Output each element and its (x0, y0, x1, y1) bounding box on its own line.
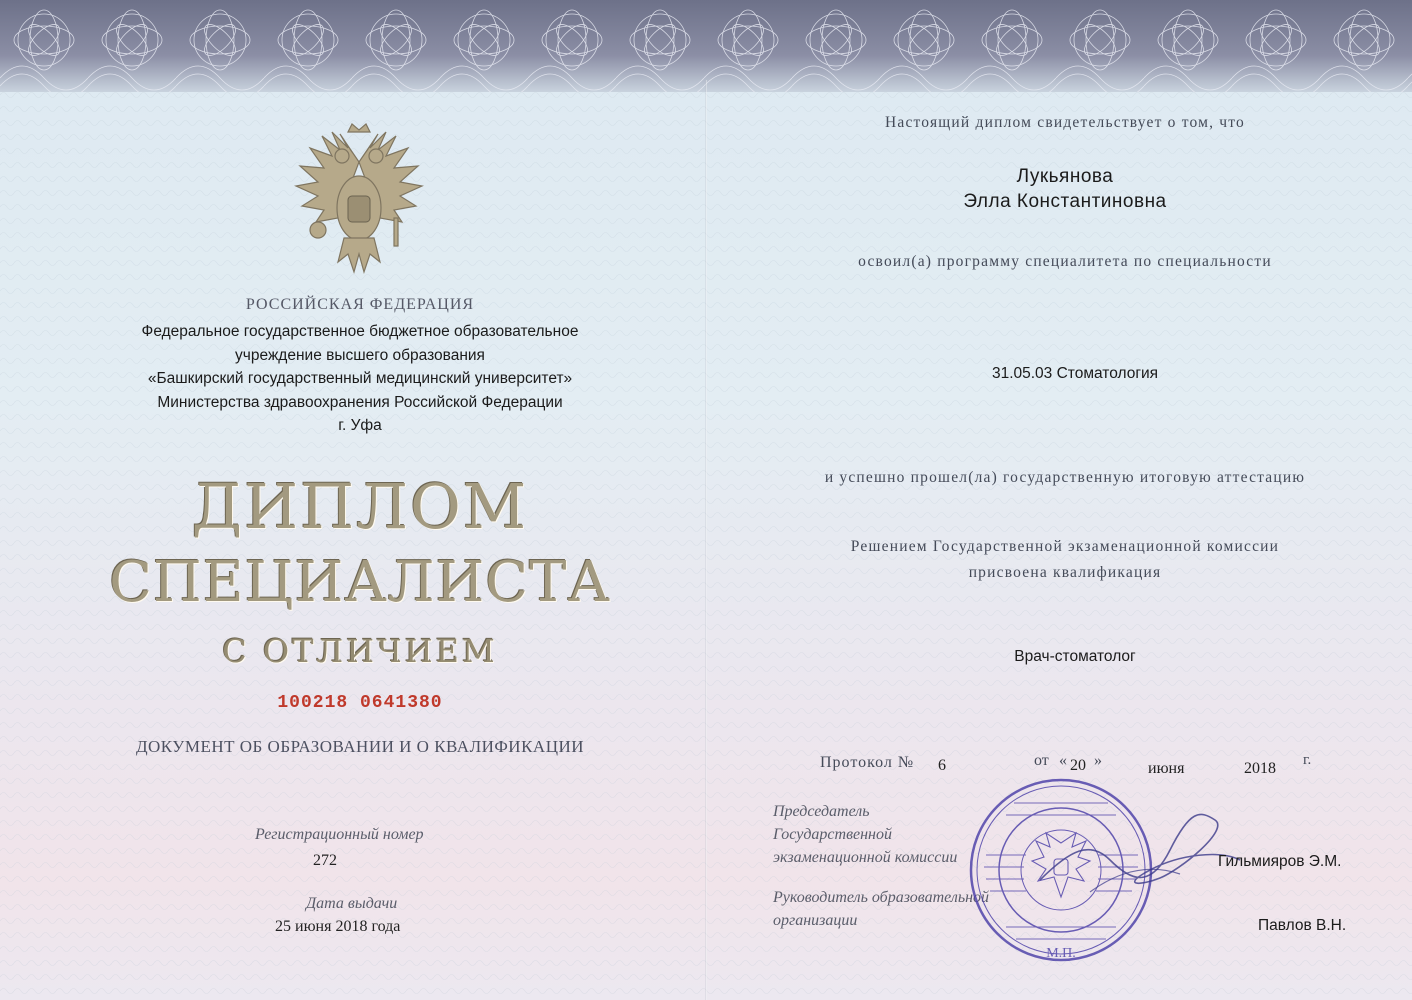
document-type: ДОКУМЕНТ ОБ ОБРАЗОВАНИИ И О КВАЛИФИКАЦИИ (135, 737, 585, 756)
attestation-statement: и успешно прошел(ла) государственную итоговую аттестацию (824, 469, 1306, 486)
role-line: Государственной (773, 826, 892, 843)
role-line: организации (773, 912, 858, 929)
program-statement: освоил(а) программу специалитета по специальности (858, 253, 1272, 270)
diploma-subtitle: СПЕЦИАЛИСТА (109, 550, 611, 615)
specialty: 31.05.03 Стоматология (991, 365, 1159, 382)
graduate-surname: Лукьянова (1016, 166, 1114, 187)
issue-date-label: Дата выдачи (306, 895, 398, 912)
registration-label: Регистрационный номер (255, 826, 424, 843)
qualification: Врач-стоматолог (1014, 648, 1136, 665)
org-line: г. Уфа (338, 417, 382, 434)
quote-open: « (1059, 752, 1067, 769)
commission-decision: Решением Государственной экзаменационной комиссии (850, 538, 1280, 555)
head-name: Павлов В.Н. (1258, 917, 1347, 934)
center-fold (705, 80, 707, 1000)
guilloche-border (0, 0, 1412, 92)
org-line: Министерства здравоохранения Российской Федерации (157, 393, 563, 411)
protocol-from-label: от (1034, 752, 1049, 769)
protocol-number: 6 (938, 757, 946, 774)
issue-date: 25 июня 2018 года (275, 918, 401, 935)
protocol-label: Протокол № (820, 754, 915, 771)
role-line: экзаменационной комиссии (773, 849, 958, 866)
diploma-title: ДИПЛОМ (191, 470, 529, 543)
double-headed-eagle-emblem (282, 122, 436, 282)
chair-name: Гильмияров Э.М. (1218, 853, 1342, 870)
serial-number: 100218 0641380 (277, 693, 443, 713)
role-line: Руководитель образовательной (773, 889, 990, 906)
org-line: «Башкирский государственный медицинский университет» (147, 370, 573, 387)
handwritten-signature (1030, 800, 1250, 910)
org-line: Федеральное государственное бюджетное образовательное (141, 323, 579, 340)
honors-label: С ОТЛИЧИЕМ (222, 632, 498, 670)
country-name: РОССИЙСКАЯ ФЕДЕРАЦИЯ (245, 296, 475, 313)
protocol-day: 20 (1070, 757, 1086, 774)
role-line: Председатель (773, 803, 870, 820)
protocol-month: июня (1148, 760, 1185, 777)
head-role (773, 886, 989, 932)
org-line: учреждение высшего образования (235, 346, 485, 364)
graduate-given-names: Элла Константиновна (963, 191, 1167, 212)
chair-role (773, 800, 957, 869)
university-name (80, 320, 640, 438)
certification-intro: Настоящий диплом свидетельствует о том, что (884, 114, 1245, 131)
qualification-assigned: присвоена квалификация (968, 564, 1162, 581)
protocol-year: 2018 (1244, 760, 1276, 777)
year-suffix: г. (1303, 752, 1312, 768)
quote-close: » (1094, 752, 1102, 769)
stamp-mark: М.П. (1046, 946, 1076, 961)
registration-number: 272 (313, 852, 337, 869)
